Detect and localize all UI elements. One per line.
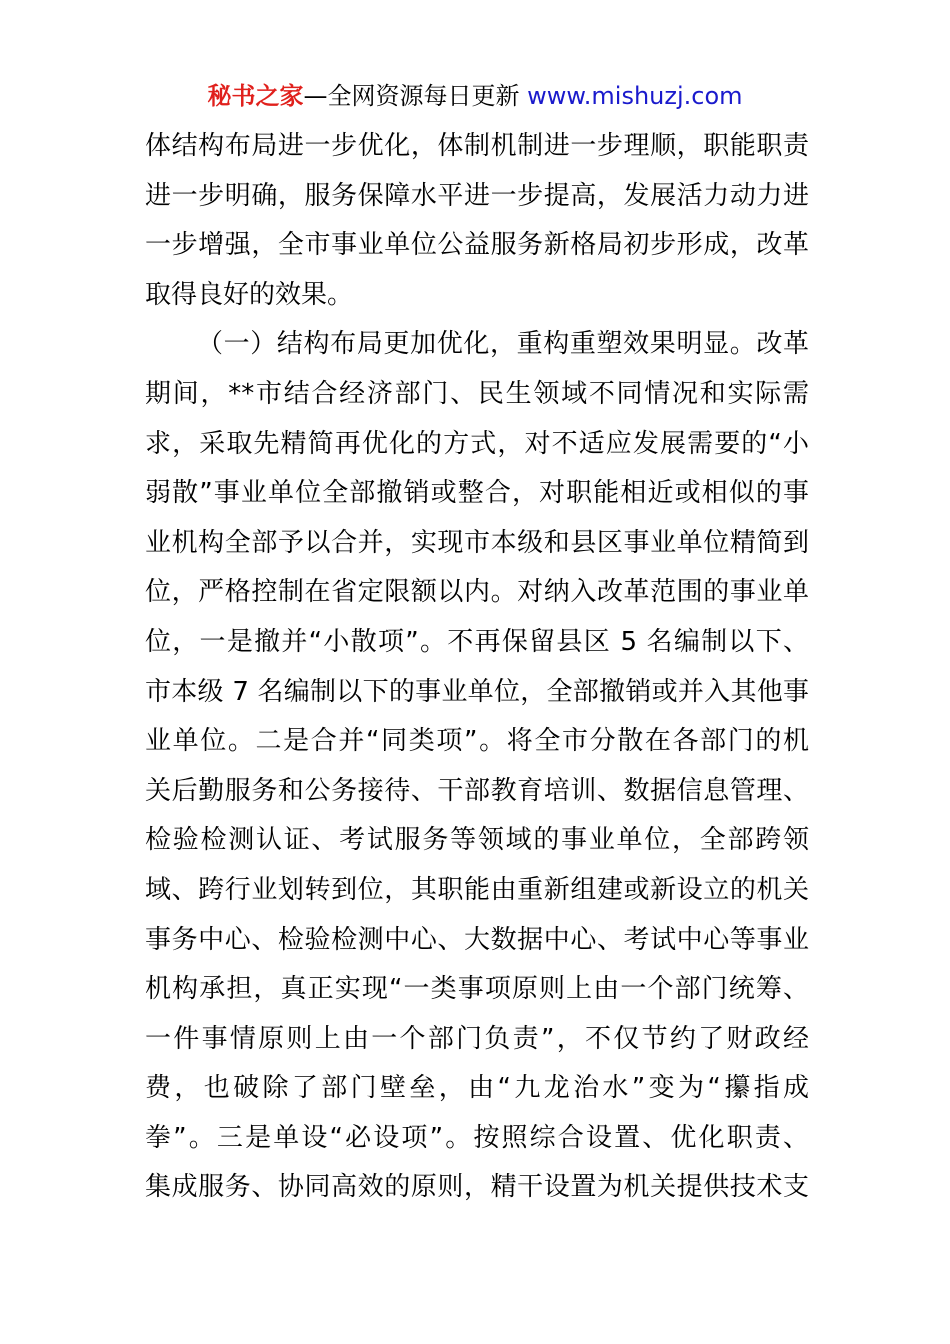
text-line: 位，一是撤并“小散项”。不再保留县区 5 名编制以下、 bbox=[145, 626, 809, 657]
text-line: 业机构全部予以合并，实现市本级和县区事业单位精简到 bbox=[145, 527, 809, 558]
site-header bbox=[0, 80, 950, 112]
text-line: 业单位。二是合并“同类项”。将全市分散在各部门的机 bbox=[145, 726, 809, 757]
text-line: 拳”。三是单设“必设项”。按照综合设置、优化职责、 bbox=[145, 1122, 809, 1153]
text-line: 费，也破除了部门壁垒，由“九龙治水”变为“攥指成 bbox=[145, 1073, 809, 1104]
paragraph-continuation bbox=[145, 122, 809, 320]
text-line: （一）结构布局更加优化，重构重塑效果明显。改革 bbox=[197, 329, 809, 360]
text-line: 集成服务、协同高效的原则，精干设置为机关提供技术支 bbox=[145, 1172, 809, 1203]
text-line: 关后勤服务和公务接待、干部教育培训、数据信息管理、 bbox=[145, 775, 809, 806]
site-url-link[interactable]: www.mishuzj.com bbox=[527, 82, 743, 110]
text-line: 域、跨行业划转到位，其职能由重新组建或新设立的机关 bbox=[145, 874, 809, 905]
text-line: 事务中心、检验检测中心、大数据中心、考试中心等事业 bbox=[145, 924, 809, 955]
text-line: 取得良好的效果。 bbox=[145, 279, 354, 310]
text-line: 位，严格控制在省定限额以内。对纳入改革范围的事业单 bbox=[145, 577, 809, 608]
text-line: 求，采取先精简再优化的方式，对不适应发展需要的“小 bbox=[145, 428, 809, 459]
text-line: 机构承担，真正实现“一类事项原则上由一个部门统筹、 bbox=[145, 974, 809, 1005]
paragraph-section-1 bbox=[145, 320, 809, 1213]
text-line: 一步增强，全市事业单位公益服务新格局初步形成，改革 bbox=[145, 230, 809, 261]
header-tagline: —全网资源每日更新 bbox=[303, 82, 520, 110]
text-line: 进一步明确，服务保障水平进一步提高，发展活力动力进 bbox=[145, 180, 809, 211]
text-line: 弱散”事业单位全部撤销或整合，对职能相近或相似的事 bbox=[145, 478, 809, 509]
text-line: 体结构布局进一步优化，体制机制进一步理顺，职能职责 bbox=[145, 131, 809, 161]
text-line: 一件事情原则上由一个部门负责”，不仅节约了财政经 bbox=[145, 1023, 809, 1054]
document-body bbox=[145, 122, 809, 1213]
brand-name: 秘书之家 bbox=[207, 82, 304, 110]
text-line: 期间，**市结合经济部门、民生领域不同情况和实际需 bbox=[145, 378, 809, 409]
text-line: 市本级 7 名编制以下的事业单位，全部撤销或并入其他事 bbox=[145, 676, 809, 707]
text-line: 检验检测认证、考试服务等领域的事业单位，全部跨领 bbox=[145, 825, 809, 856]
